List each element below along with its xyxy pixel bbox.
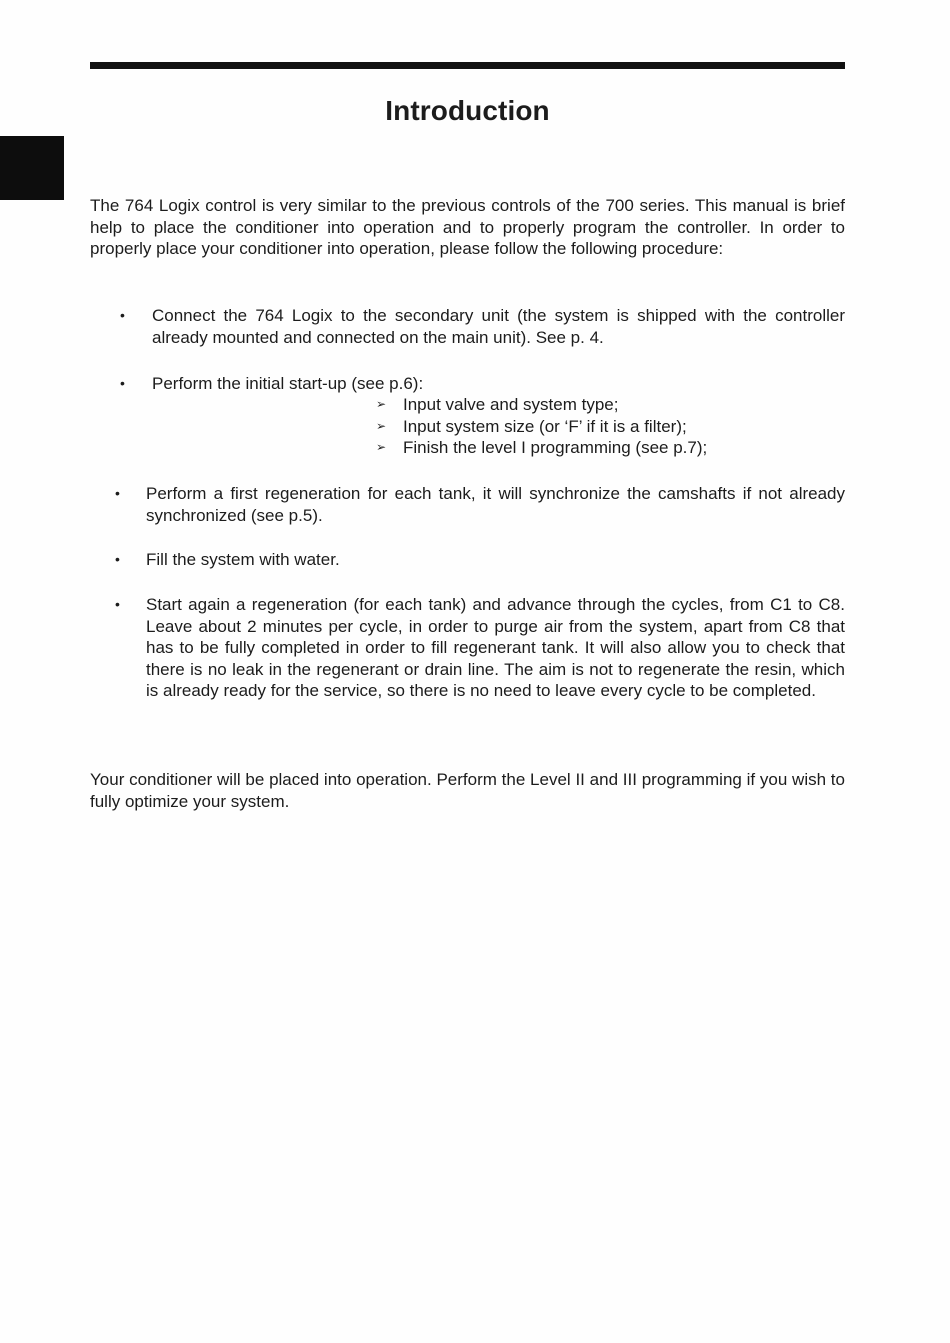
substep-item — [376, 437, 836, 459]
substep-item — [376, 394, 836, 416]
bullet-icon: • — [115, 551, 120, 567]
substep-text: Input system size (or ‘F’ if it is a filter); — [403, 416, 687, 436]
substep-text: Input valve and system type; — [403, 395, 619, 414]
procedure-step-text: Connect the 764 Logix to the secondary unit (the system is shipped with the controller already mounted and connected on the main unit). See p. 4. — [152, 306, 845, 347]
startup-substeps — [376, 394, 836, 459]
procedure-step — [120, 305, 845, 348]
bullet-icon: • — [120, 307, 125, 323]
closing-paragraph: Your conditioner will be placed into operation. Perform the Level II and III programming if you wish to fully optimize your system. — [90, 770, 845, 811]
intro-paragraph: The 764 Logix control is very similar to the previous controls of the 700 series. This manual is brief help to place the conditioner into operation and to properly program the controller. In order to properly place your conditioner into operation, please follow the following procedure: — [90, 196, 845, 259]
procedure-step — [115, 594, 845, 702]
bullet-icon: • — [115, 485, 120, 501]
arrow-bullet-icon: ➢ — [376, 440, 387, 455]
procedure-step — [120, 373, 845, 395]
procedure-step-text: Start again a regeneration (for each tank) and advance through the cycles, from C1 to C8. Leave about 2 minutes per cycle, in order to purge air from the system, apart from C8 that has to be fully completed in order to fill regenerant tank. It will also allow you to check that there is no leak in the regenerant or drain line. The aim is not to regenerate the resin, which is already ready for the service, so there is no need to leave every cycle to be completed. — [146, 595, 845, 701]
header-rule — [90, 62, 845, 69]
arrow-bullet-icon: ➢ — [376, 418, 387, 433]
section-tab-marker — [0, 136, 64, 200]
procedure-step — [115, 483, 845, 526]
procedure-step-text: Perform a first regeneration for each tank, it will synchronize the camshafts if not already synchronized (see p.5). — [146, 484, 845, 525]
procedure-step — [115, 549, 845, 571]
arrow-bullet-icon: ➢ — [376, 397, 387, 411]
bullet-icon: • — [120, 375, 125, 391]
substep-item — [376, 416, 836, 438]
procedure-step-text: Fill the system with water. — [146, 550, 340, 569]
substep-text: Finish the level I programming (see p.7); — [403, 438, 708, 458]
page-title: Introduction — [385, 95, 550, 126]
bullet-icon: • — [115, 596, 120, 612]
procedure-step-text: Perform the initial start-up (see p.6): — [152, 374, 424, 393]
